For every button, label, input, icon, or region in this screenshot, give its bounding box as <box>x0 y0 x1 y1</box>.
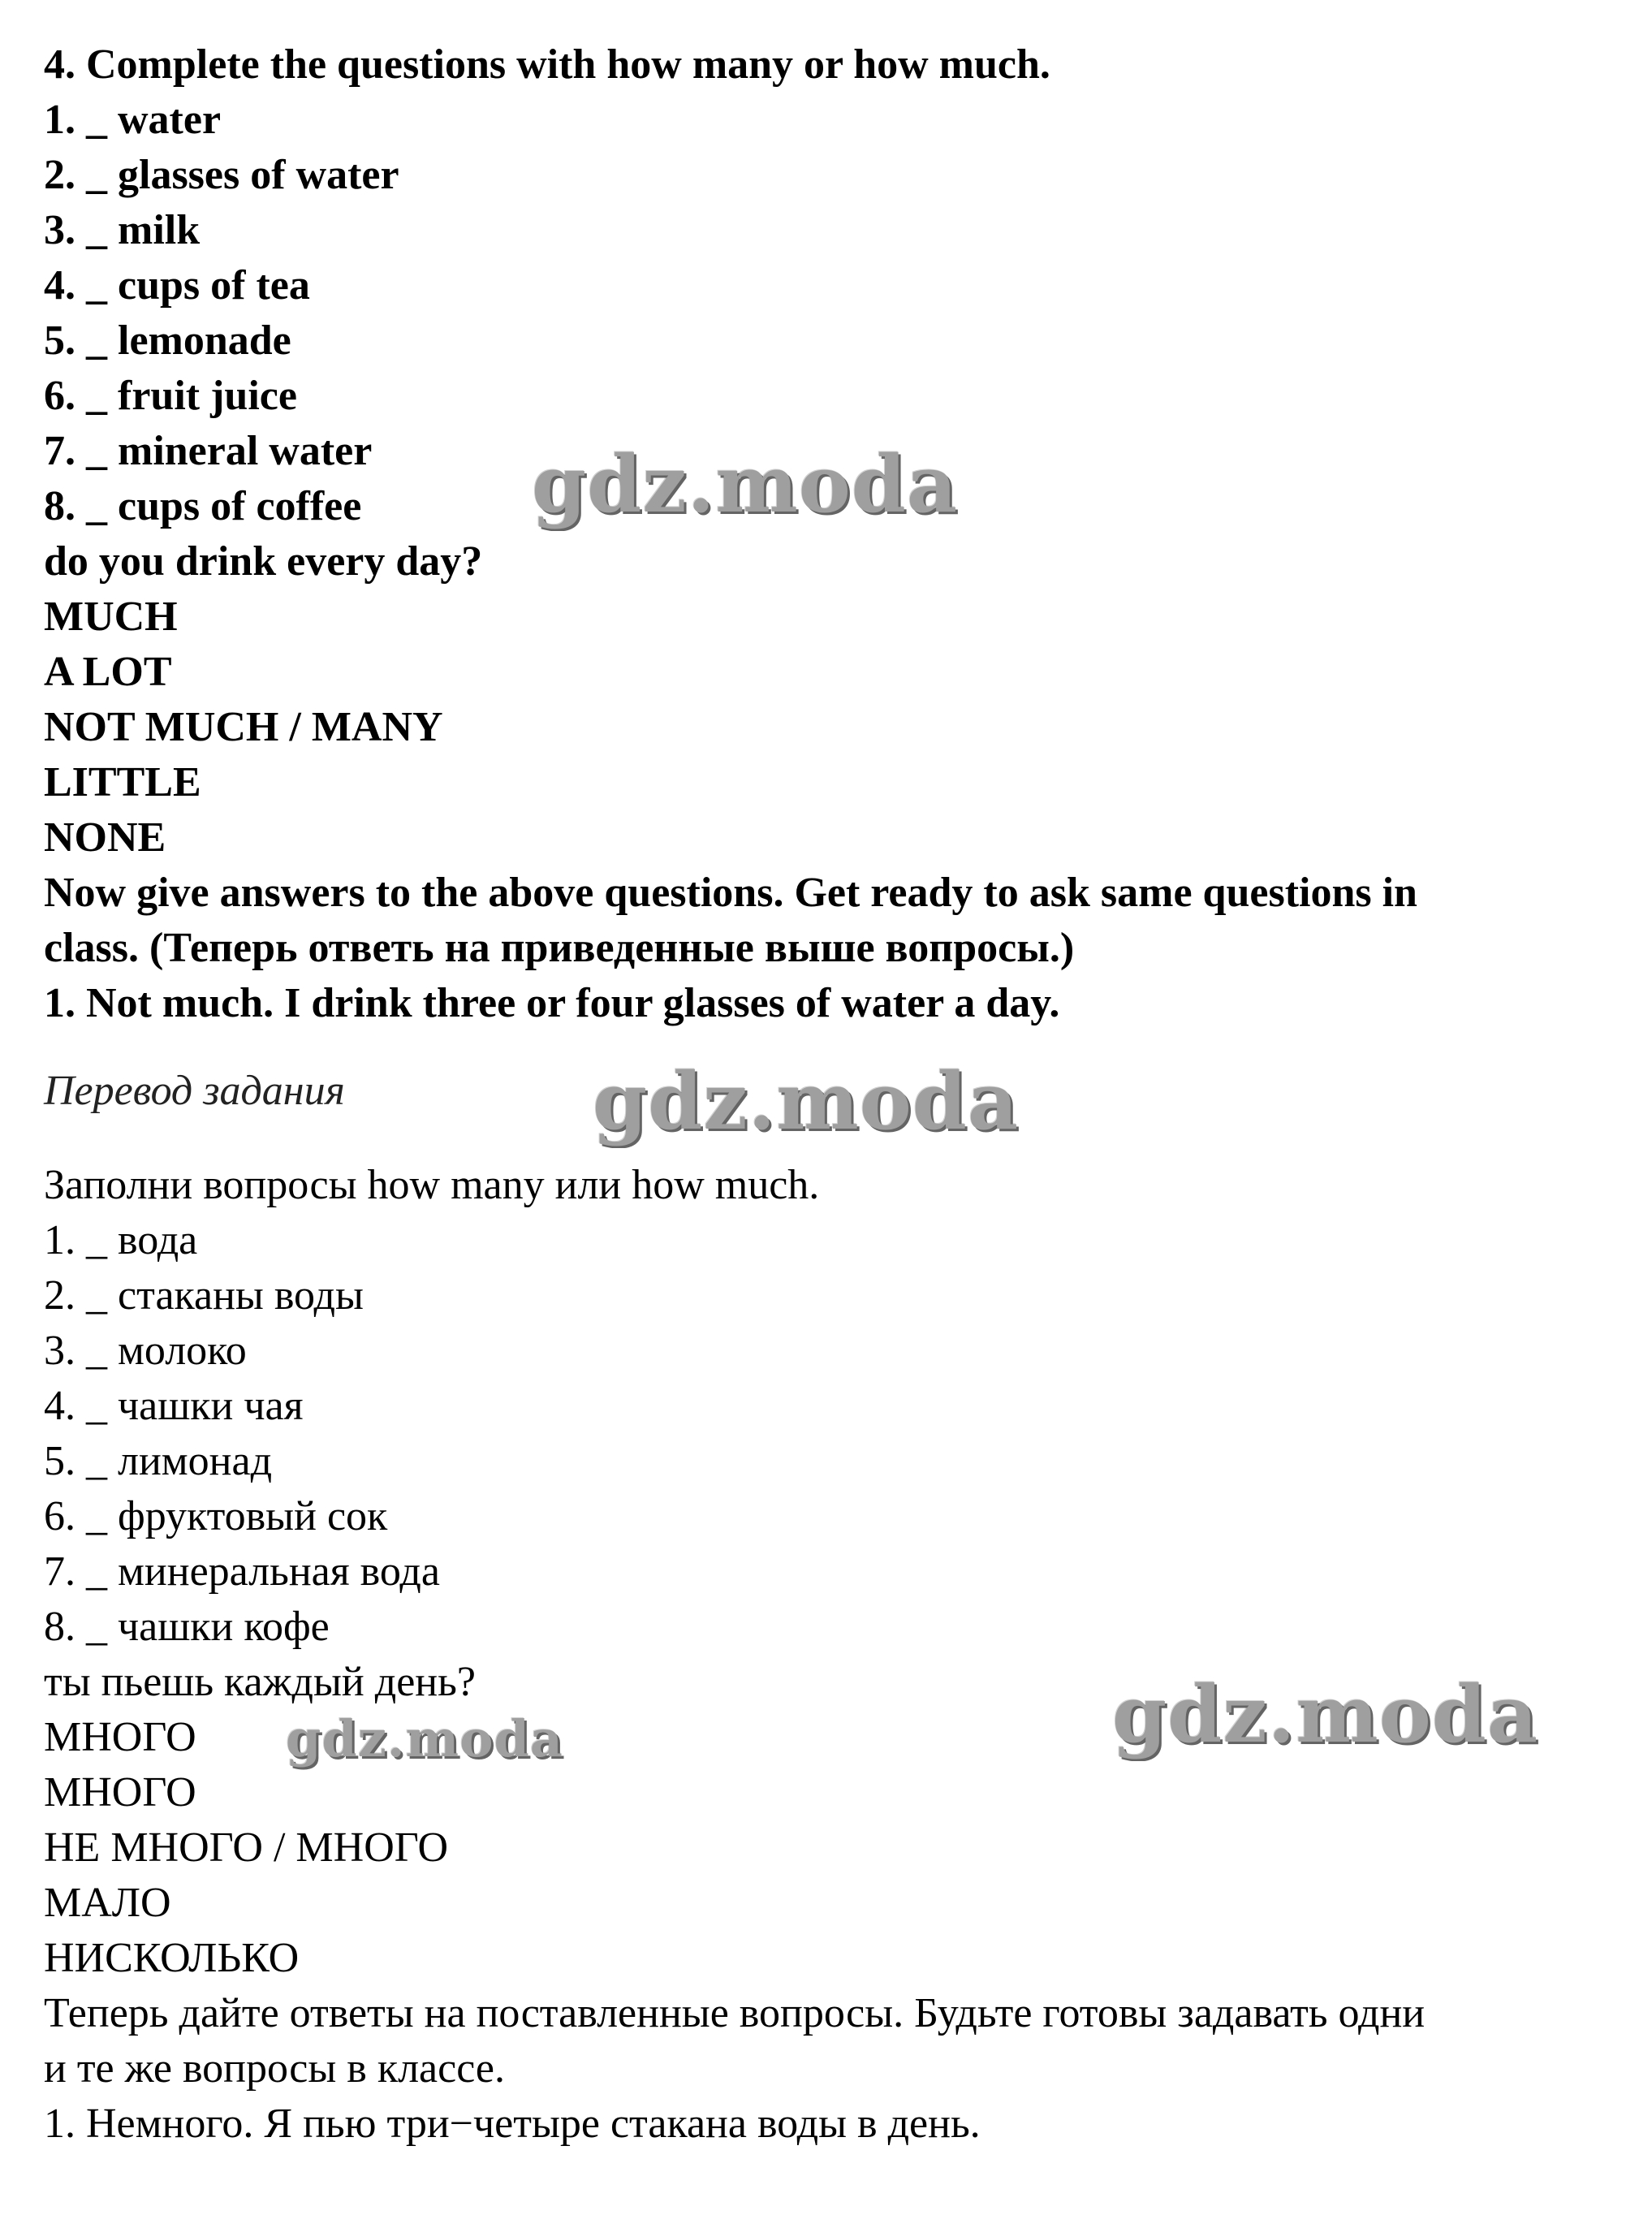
english-instruction-line-1: Now give answers to the above questions. Get ready to ask same questions in <box>44 870 1417 916</box>
translation-label: Перевод задания <box>44 1068 345 1114</box>
russian-item-2: 2. _ стаканы воды <box>44 1272 364 1319</box>
russian-item-1: 1. _ вода <box>44 1217 198 1263</box>
english-item-5: 5. _ lemonade <box>44 317 291 364</box>
english-option-1: MUCH <box>44 594 178 640</box>
english-question-end: do you drink every day? <box>44 538 483 585</box>
russian-option-3: НЕ МНОГО / МНОГО <box>44 1824 449 1871</box>
english-item-7: 7. _ mineral water <box>44 428 373 474</box>
watermark-logo: gdz.moda <box>532 438 959 530</box>
russian-option-2: МНОГО <box>44 1769 196 1816</box>
russian-item-5: 5. _ лимонад <box>44 1438 273 1484</box>
russian-item-4: 4. _ чашки чая <box>44 1383 304 1429</box>
russian-heading: Заполни вопросы how many или how much. <box>44 1162 820 1208</box>
english-item-1: 1. _ water <box>44 97 222 143</box>
russian-item-3: 3. _ молоко <box>44 1328 247 1374</box>
english-option-2: A LOT <box>44 649 172 695</box>
english-option-4: LITTLE <box>44 759 201 805</box>
english-option-3: NOT MUCH / MANY <box>44 704 443 750</box>
watermark-logo: gdz.moda <box>286 1709 563 1768</box>
watermark-logo: gdz.moda <box>1112 1669 1539 1760</box>
russian-option-5: НИСКОЛЬКО <box>44 1935 300 1981</box>
russian-item-7: 7. _ минеральная вода <box>44 1548 440 1595</box>
english-item-2: 2. _ glasses of water <box>44 152 399 198</box>
english-item-4: 4. _ cups of tea <box>44 262 310 309</box>
russian-option-1: МНОГО <box>44 1714 196 1760</box>
exercise-heading: 4. Complete the questions with how many or how much. <box>44 41 1050 88</box>
english-item-3: 3. _ milk <box>44 207 201 253</box>
english-item-8: 8. _ cups of coffee <box>44 483 362 529</box>
russian-item-6: 6. _ фруктовый сок <box>44 1493 388 1539</box>
russian-option-4: МАЛО <box>44 1880 171 1926</box>
russian-answer: 1. Немного. Я пью три−четыре стакана воды в день. <box>44 2101 981 2147</box>
english-option-5: NONE <box>44 814 166 861</box>
russian-instruction-line-2: и те же вопросы в классе. <box>44 2045 506 2092</box>
russian-item-8: 8. _ чашки кофе <box>44 1604 330 1650</box>
russian-question-end: ты пьешь каждый день? <box>44 1659 476 1705</box>
english-item-6: 6. _ fruit juice <box>44 373 297 419</box>
english-instruction-line-2: class. (Теперь ответь на приведенные выше вопросы.) <box>44 925 1075 971</box>
english-answer: 1. Not much. I drink three or four glasses of water a day. <box>44 980 1060 1026</box>
watermark-logo: gdz.moda <box>593 1056 1020 1147</box>
russian-instruction-line-1: Теперь дайте ответы на поставленные вопросы. Будьте готовы задавать одни <box>44 1990 1426 2036</box>
